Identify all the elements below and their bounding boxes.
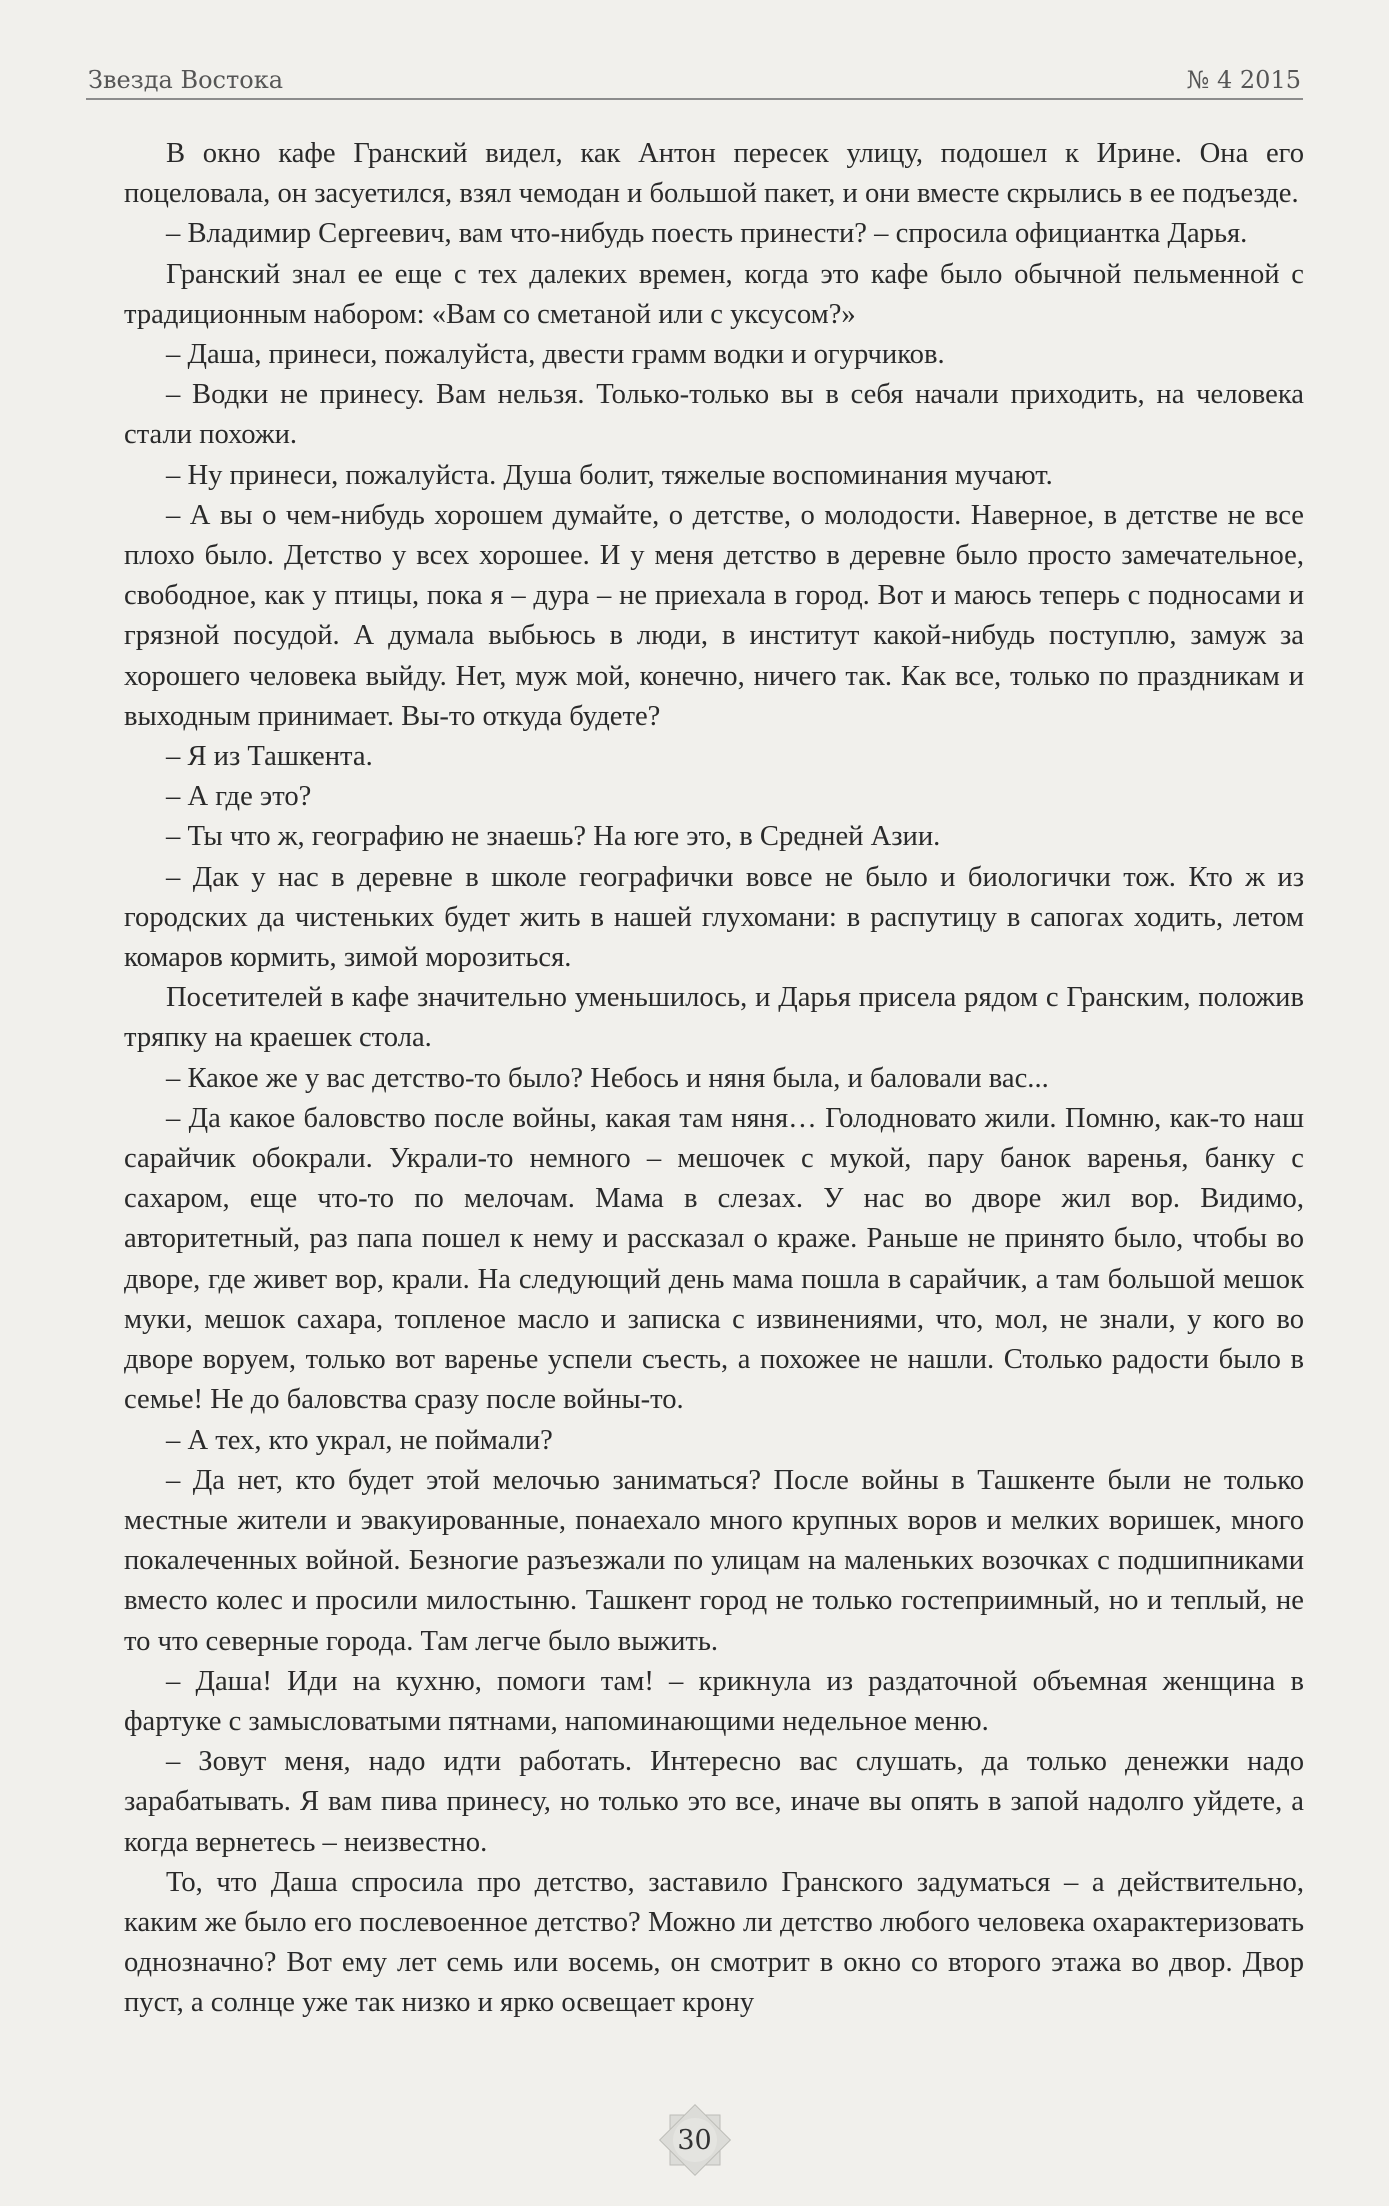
paragraph: – Дак у нас в деревне в школе географички вовсе не было и биологички тож. Кто ж из городских да чистеньких будет жить в нашей глухомани: в распутицу в сапогах ходить, летом комаров кормить, зимой морозиться.	[124, 861, 1304, 974]
paragraph: – Какое же у вас детство-то было? Небось и няня была, и баловали вас...	[166, 1062, 1049, 1094]
paragraph: – Даша! Иди на кухню, помоги там! – крикнула из раздаточной объемная женщина в фартуке с замысловатыми пятнами, напоминающими недельное меню.	[124, 1665, 1304, 1737]
paragraph: Посетителей в кафе значительно уменьшилось, и Дарья присела рядом с Гранским, положив тряпку на краешек стола.	[124, 982, 1304, 1054]
paragraph: – Я из Ташкента.	[166, 741, 373, 773]
running-header	[88, 58, 1301, 94]
paragraph: В окно кафе Гранский видел, как Антон пересек улицу, подошел к Ирине. Она его поцеловала, он засуетился, взял чемодан и большой пакет, и они вместе скрылись в ее подъезде.	[124, 138, 1304, 210]
paragraph: – Да нет, кто будет этой мелочью заниматься? После войны в Ташкенте были не только местные жители и эвакуированные, понаехало много крупных воров и мелких воришек, много покалеченных войной. Безногие разъезжали по улицам на маленьких возочках с подшипниками вместо колес и просили милостыню. Ташкент город не только гостеприимный, но и теплый, не то что северные города. Там легче было выжить.	[124, 1464, 1304, 1657]
paragraph: Гранский знал ее еще с тех далеких времен, когда это кафе было обычной пельменной с традиционным набором: «Вам со сметаной или с уксусом?»	[124, 258, 1304, 330]
page-number-badge	[656, 2101, 734, 2179]
article-body	[124, 134, 1304, 2024]
paragraph: – Водки не принесу. Вам нельзя. Только-только вы в себя начали приходить, на человека стали похожи.	[124, 379, 1304, 451]
journal-title: Звезда Востока	[88, 66, 284, 94]
paragraph: – А тех, кто украл, не поймали?	[166, 1424, 553, 1456]
paragraph: – Владимир Сергеевич, вам что-нибудь поесть принести? – спросила официантка Дарья.	[166, 218, 1248, 250]
paragraph: – А вы о чем-нибудь хорошем думайте, о детстве, о молодости. Наверное, в детстве не все плохо было. Детство у всех хорошее. И у меня детство в деревне было просто замечательное, свободное, как у птицы, пока я – дура – не приехала в город. Вот и маюсь теперь с подносами и грязной посудой. А думала выбьюсь в люди, в институт какой-нибудь поступлю, замуж за хорошего человека выйду. Нет, муж мой, конечно, ничего так. Как все, только по праздникам и выходным принимает. Вы-то откуда будете?	[124, 499, 1304, 732]
header-divider	[86, 98, 1303, 100]
paragraph: – Даша, принеси, пожалуйста, двести грамм водки и огурчиков.	[166, 339, 945, 371]
page-number: 30	[677, 2124, 712, 2156]
paragraph: То, что Даша спросила про детство, заставило Гранского задуматься – а действительно, каким же было его послевоенное детство? Можно ли детство любого человека охарактеризовать однозначно? Вот ему лет семь или восемь, он смотрит в окно со второго этажа во двор. Двор пуст, а солнце уже так низко и ярко освещает крону	[124, 1866, 1304, 2019]
paragraph: – Ты что ж, географию не знаешь? На юге это, в Средней Азии.	[166, 821, 941, 853]
paragraph: – Ну принеси, пожалуйста. Душа болит, тяжелые воспоминания мучают.	[166, 459, 1053, 491]
paragraph: – Зовут меня, надо идти работать. Интересно вас слушать, да только денежки надо зарабатывать. Я вам пива принесу, но только это все, иначе вы опять в запой надолго уйдете, а когда вернетесь – неизвестно.	[124, 1746, 1304, 1858]
issue-number: № 4 2015	[1186, 66, 1301, 94]
page-footer	[0, 2100, 1389, 2180]
paragraph: – А где это?	[166, 781, 312, 813]
paragraph: – Да какое баловство после войны, какая там няня… Голодновато жили. Помню, как-то наш сарайчик обокрали. Украли-то немного – мешочек с мукой, пару банок варенья, банку с сахаром, еще что-то по мелочам. Мама в слезах. У нас во дворе жил вор. Видимо, авторитетный, раз папа пошел к нему и рассказал о краже. Раньше не принято было, чтобы во дворе, где живет вор, крали. На следующий день мама пошла в сарайчик, а там большой мешок муки, мешок сахара, топленое масло и записка с извинениями, что, мол, не знали, у кого во дворе воруем, только вот варенье успели съесть, а похожее не нашли. Столько радости было в семье! Не до баловства сразу после войны-то.	[124, 1102, 1304, 1416]
